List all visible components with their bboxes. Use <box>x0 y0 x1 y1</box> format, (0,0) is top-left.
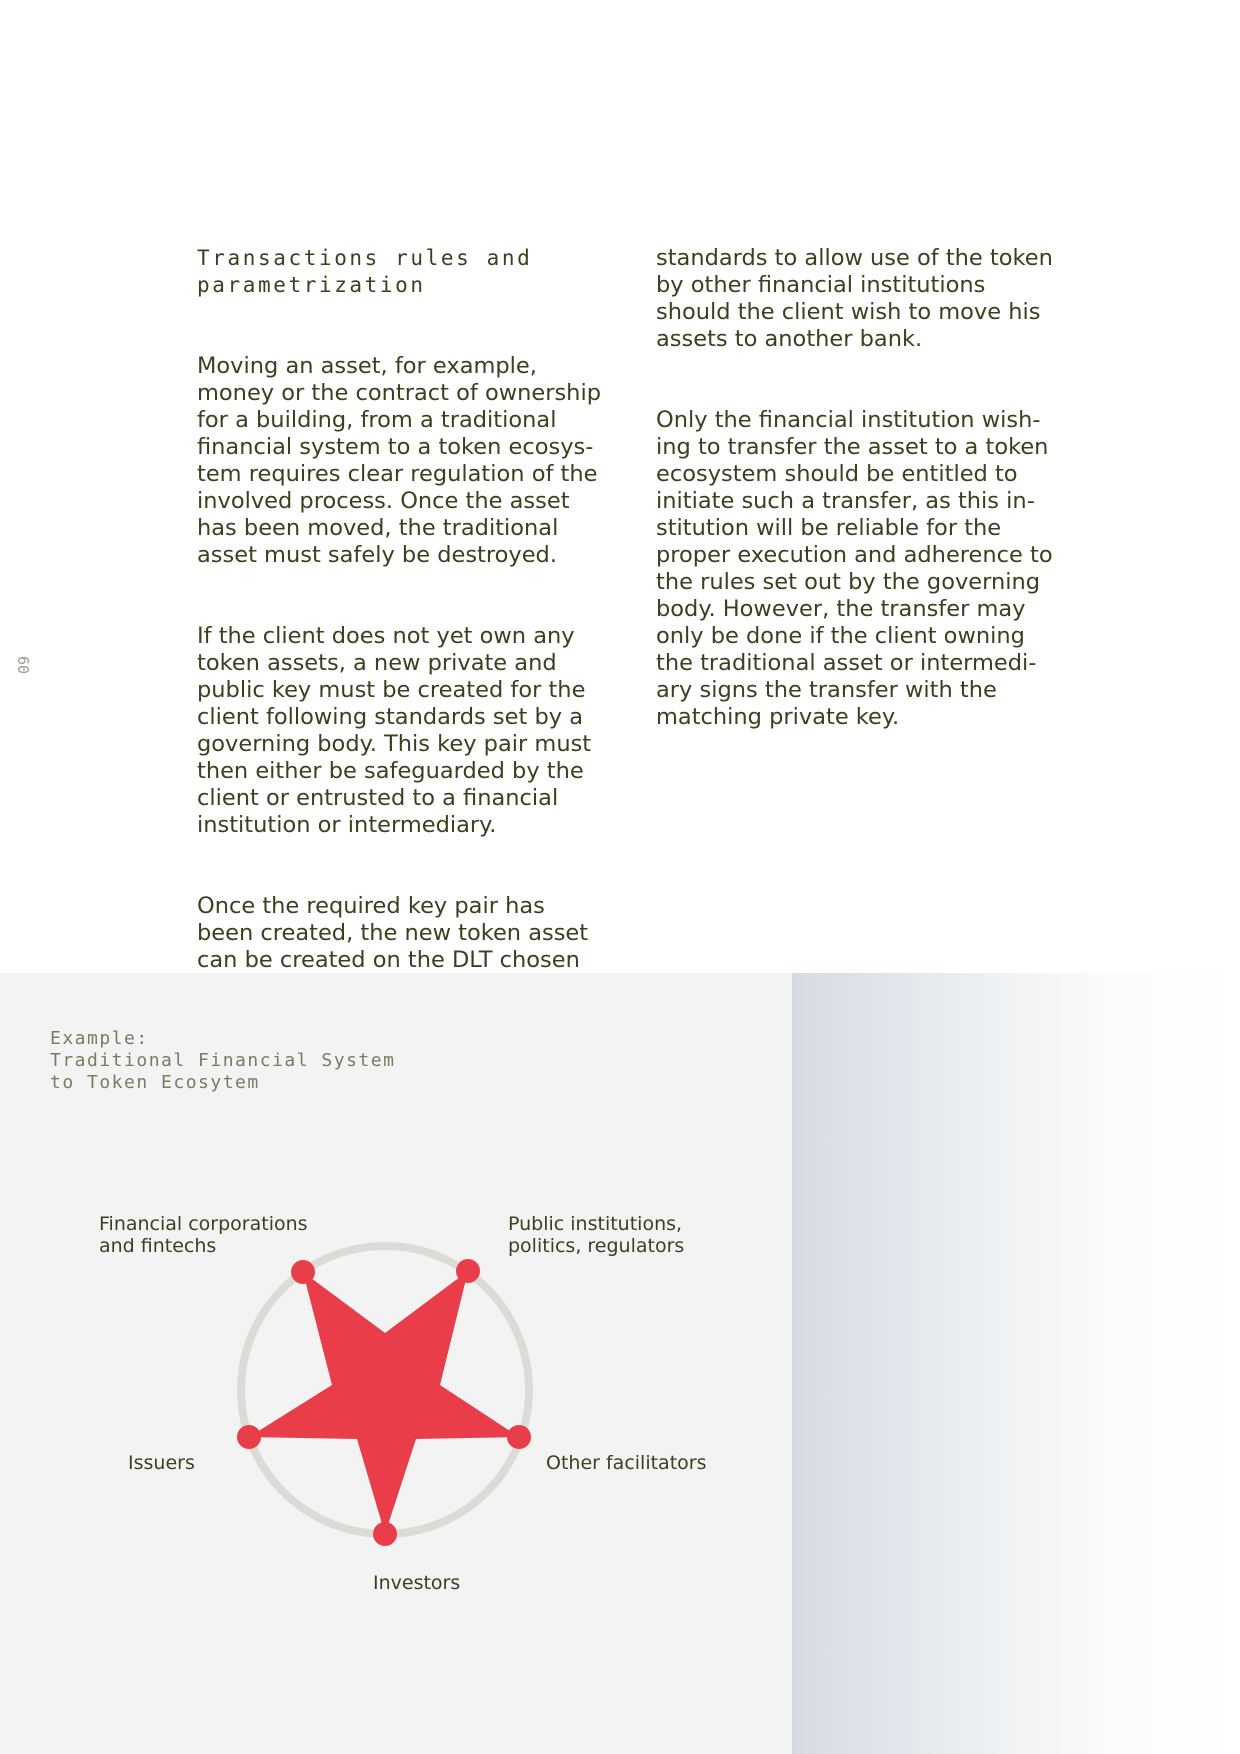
node-label-investors: Investors <box>373 1572 461 1594</box>
text-column-left <box>197 218 637 1082</box>
node-label-financial-corporations: Financial corporations and fintechs <box>99 1213 308 1257</box>
node-label-issuers: Issuers <box>128 1452 195 1474</box>
node-dot-other-facilitators <box>507 1425 531 1449</box>
text-column-right <box>656 218 1096 785</box>
paragraph: If the client does not yet own any token assets, a new private and public key must be created for the client following standards set by a governing body. This key pair must then either be safeguarded by the client or entrusted to a financial institution or intermediary. <box>197 623 592 838</box>
node-dot-public-institutions <box>456 1259 480 1283</box>
node-dot-investors <box>373 1522 397 1546</box>
figure-caption: Example: Traditional Financial System to Token Ecosytem <box>50 1028 396 1093</box>
node-dot-financial-corporations <box>291 1260 315 1284</box>
node-label-other-facilitators: Other facilitators <box>546 1452 707 1474</box>
node-label-public-institutions: Public institutions, politics, regulators <box>508 1213 685 1257</box>
paragraph: standards to allow use of the token by other financial institutions should the client wish to move his assets to another bank. <box>656 245 1053 352</box>
section-heading: Transactions rules and parametrization <box>197 246 533 297</box>
decorative-texture-panel <box>792 973 1240 1754</box>
page-number: 60 <box>14 655 32 675</box>
node-dot-issuers <box>237 1425 261 1449</box>
paragraph: Moving an asset, for example, money or the contract of ownership for a building, from a traditional financial system to a token ecosys- tem requires clear regulation of the involved process. Once the asset has been moved, the traditional asset must safely be destroyed. <box>197 353 601 568</box>
paragraph: Only the financial institution wish- ing to transfer the asset to a token ecosystem should be entitled to initiate such a transfer, as this in- stitution will be reliable for the proper execution and adherence to the rules set out by the governing body. However, the transfer may only be done if the client owning the traditional asset or intermedi- ary signs the transfer with the matching private key. <box>656 407 1053 730</box>
paragraph: Once the required key pair has been created, the new token asset can be created on the DLT chosen <box>197 893 589 973</box>
ecosystem-star-diagram <box>0 973 792 1754</box>
